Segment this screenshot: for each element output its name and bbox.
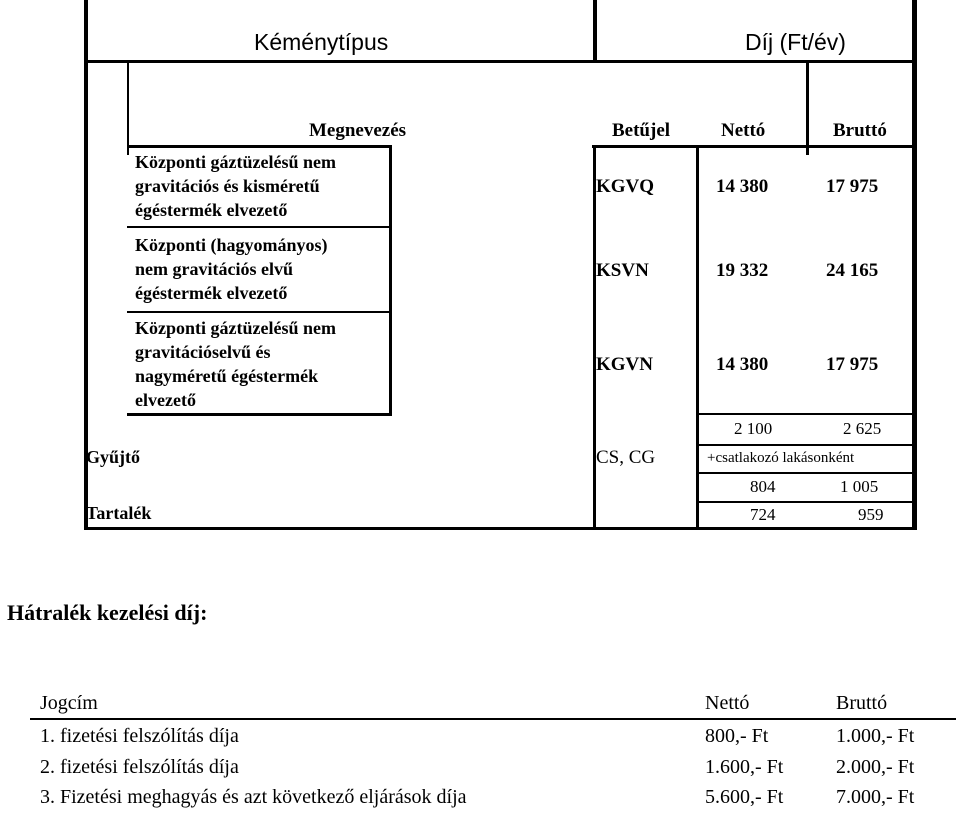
- row-name-line: Központi (hagyományos): [135, 235, 328, 255]
- arrears-column-header-net: Nettó: [705, 692, 750, 714]
- row-net: 14 380: [716, 354, 769, 375]
- collector-gross: 2 625: [843, 419, 882, 438]
- reserve-net: 724: [750, 505, 776, 524]
- collector-code: CS, CG: [596, 447, 656, 468]
- row-gross: 17 975: [826, 176, 879, 197]
- row-name-line: Központi gáztüzelésű nem: [135, 152, 336, 172]
- row-name-line: égéstermék elvezető: [135, 200, 288, 220]
- arrears-row-title: 2. fizetési felszólítás díja: [40, 756, 239, 778]
- row-name-line: gravitációs és kisméretű: [135, 176, 320, 196]
- column-header-code: Betűjel: [612, 120, 671, 141]
- arrears-row-title: 1. fizetési felszólítás díja: [40, 725, 239, 747]
- row-code: KGVN: [596, 354, 653, 375]
- arrears-column-header-title: Jogcím: [40, 692, 98, 714]
- column-header-gross: Bruttó: [833, 120, 887, 141]
- collector-extra-net: 804: [750, 477, 776, 496]
- arrears-title: Hátralék kezelési díj:: [7, 600, 208, 625]
- arrears-row-gross: 1.000,- Ft: [836, 725, 915, 747]
- row-name-line: nagyméretű égéstermék: [135, 366, 319, 386]
- arrears-row-title: 3. Fizetési meghagyás és azt következő eljárások díja: [40, 786, 467, 808]
- arrears-column-header-gross: Bruttó: [836, 692, 888, 714]
- reserve-gross: 959: [858, 505, 884, 524]
- row-gross: 24 165: [826, 260, 879, 281]
- collector-extra-gross: 1 005: [840, 477, 879, 496]
- group-header-chimney-type: Kéménytípus: [254, 29, 389, 55]
- arrears-row-net: 5.600,- Ft: [705, 786, 784, 808]
- column-header-net: Nettó: [721, 120, 766, 141]
- arrears-row-net: 800,- Ft: [705, 725, 769, 747]
- column-header-name: Megnevezés: [309, 120, 407, 141]
- row-name-line: égéstermék elvezető: [135, 283, 288, 303]
- reserve-label: Tartalék: [86, 503, 152, 523]
- row-name-line: nem gravitációs elvű: [135, 259, 293, 279]
- row-net: 19 332: [716, 260, 769, 281]
- arrears-row-gross: 2.000,- Ft: [836, 756, 915, 778]
- arrears-row-net: 1.600,- Ft: [705, 756, 784, 778]
- collector-net: 2 100: [734, 419, 773, 438]
- group-header-fee: Díj (Ft/év): [745, 29, 846, 55]
- row-gross: 17 975: [826, 354, 879, 375]
- row-name-line: elvezető: [135, 390, 196, 410]
- row-code: KSVN: [596, 260, 649, 281]
- collector-note: +csatlakozó lakásonként: [707, 450, 855, 466]
- row-name-line: Központi gáztüzelésű nem: [135, 318, 336, 338]
- row-net: 14 380: [716, 176, 769, 197]
- collector-label: Gyűjtő: [86, 447, 140, 467]
- arrears-row-gross: 7.000,- Ft: [836, 786, 915, 808]
- row-name-line: gravitációselvű és: [135, 342, 271, 362]
- row-code: KGVQ: [596, 176, 655, 197]
